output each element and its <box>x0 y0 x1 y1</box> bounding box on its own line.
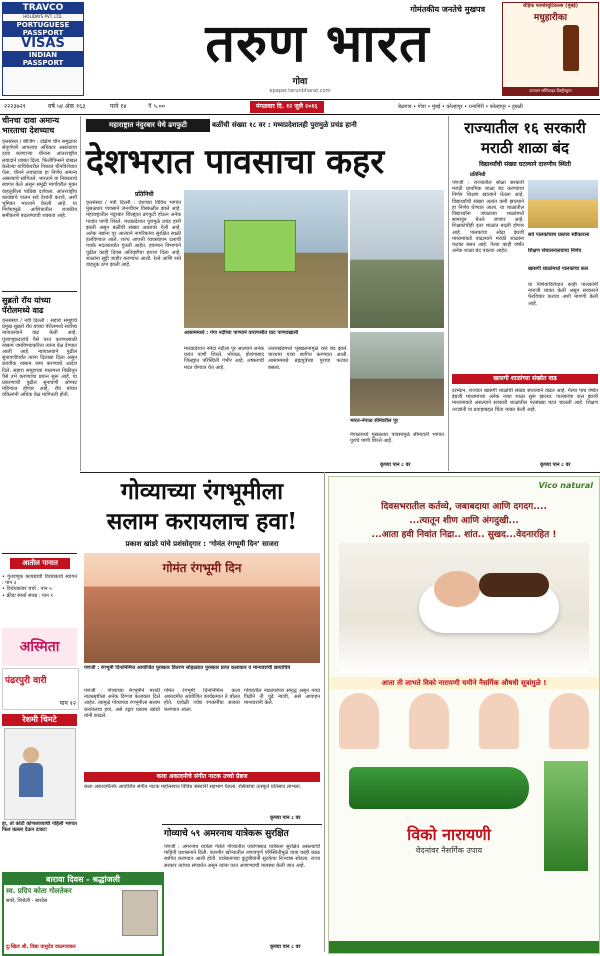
obituary-box <box>2 872 164 956</box>
asmita-box[interactable] <box>2 628 77 666</box>
narayani-line4: आता ती लाभते विको नारायणी चमीने नैसर्गिक औषधी सूत्रांमुळे ! <box>329 677 599 689</box>
right-bullet2: शिक्षण संचालनालयाचा निर्णय <box>528 248 582 254</box>
travco-sub: HOLIDAYS PVT. LTD. <box>23 14 63 19</box>
head-pain-icon <box>339 693 379 749</box>
pain-points <box>339 693 589 753</box>
goa-col2: गोमंत रंगभूमी दिनानिमित्त कला अकादमीत आयोजित कार्यक्रमात ते बोलत होते. यावेळी ज्येष्ठ रंगकर्मींचा सत्कार करण्यात आला. <box>164 688 240 713</box>
goa-headline1[interactable]: गोव्याच्या रंगभूमीला <box>120 478 284 505</box>
narayani-brand[interactable]: विको नारायणी <box>407 825 491 844</box>
masthead-title: तरुण भारत <box>205 13 430 74</box>
hair-icon <box>479 573 549 597</box>
sleeping-woman-image <box>339 543 589 673</box>
cartoon-title: रेशमी चिमटे <box>2 714 77 726</box>
narayani-line1: दिवसभरातील कर्तव्ये, जबाबदाया आणि दगदग.... <box>381 502 547 512</box>
goa-col3: गोव्यातील नाट्यपरंपरा समृद्ध असून नव्या पिढीने ती पुढे न्यावी, असे आवाहन मान्यवरांनी केले. <box>244 688 320 707</box>
right-subhead: विद्यार्थ्यांची संख्या घटल्याने दारुणीय स्थिती <box>479 161 571 168</box>
bottom-body: पणजी : अमरनाथ यात्रेला गेलेले गोव्यातील एकोणसाठ यात्रेकरू सुरक्षित असल्याची माहिती प्रशासनाने दिली. काश्मीर खोऱ्यातील तणावपूर्ण परिस्थितीमुळे यात्रा काही काळ स्थगित करण्यात आली होती. यात्रेकरूंच्या कुटुंबीयांनी सुटकेचा निःश्वास सोडला. राज्य सरकार त्यांच्या संपर्कात असून त्यांना परत आणण्याची व्यवस्था केली जात आहे. <box>164 844 320 869</box>
rangi-page: पान १२ <box>59 700 76 707</box>
right-headline1[interactable]: राज्यातील १६ सरकारी <box>464 119 586 137</box>
back-pain-icon <box>409 693 449 749</box>
story2-body: वृत्तसंस्था / नवी दिल्ली : सहारा समूहाचे प्रमुख सुब्रतो रॉय यांच्या पॅरोलमध्ये सर्वोच्च न्यायालयाने वाढ केली आहे. गुंतवणूकदारांचे पैसे परत करण्यासाठी रक्कम जमविण्याकरिता त्यांना वेळ देण्यात आली आहे. न्यायालयाने पुढील सुनावणीपर्यंत त्यांना दिलासा दिला असून ठरावीक रक्कम जमा करण्याचे आदेश दिले. सहारा समूहाच्या मालमत्ता विक्रीतून पैसे उभे करण्याचा प्रयत्न सुरू आहे. या प्रकरणाची पुढील सुनावणी ऑगस्ट महिन्यात होणार आहे. रॉय यांच्या वकिलांनी अधिक वेळ मागितली होती. <box>2 318 77 399</box>
obituary-family: दु:खितः श्री. विद्या वासुदेव वाळगावकर <box>6 944 76 950</box>
goa-headline2[interactable]: सलाम करायलाच हवा! <box>106 508 298 535</box>
goa-box-body: कला अकादमीतर्फे आयोजित संगीत नाटक महोत्सवात विविध संस्थांनी सहभाग घेतला. रसिकांचा उत्स्फूर्त प्रतिसाद लाभला. <box>84 784 302 790</box>
dateline-price: ₹ ५.०० <box>148 103 165 110</box>
photo-caption-2: भारत-नेपाळ सीमेवरील पूर <box>350 418 399 424</box>
right-bullet1: सर्व पालकांचाच प्रस्ताव स्वीकारला <box>528 232 590 238</box>
travco-ad <box>2 2 84 96</box>
main-kicker2: बळींची संख्या १८ वर : मध्यप्रदेशातही पुरामुळे प्रचंड हानी <box>212 121 357 129</box>
rohik-title: रोहिक फार्मास्युटिकल्स (मुंबई) <box>522 3 579 9</box>
right-col2: या निर्णयाविरोधात काही पालकांनी नाराजी व्यक्त केली असून सरकारने फेरविचार करावा अशी मागणी केली आहे. <box>528 282 598 307</box>
rohik-ad <box>502 2 599 96</box>
dateline-cities: बेळगाव • गोवा • मुंबई • कोल्हापूर • रत्नागिरी • कोल्हापूर • हुबळी <box>398 104 523 110</box>
vico-logo: Vico natural <box>538 481 593 490</box>
dateline-pages: पाने १४ <box>110 103 127 110</box>
bottom-headline[interactable]: गोव्याचे ५९ अमरनाथ यात्रेकरू सुरक्षित <box>164 829 289 839</box>
right-headline2[interactable]: मराठी शाळा बंद <box>481 139 569 157</box>
main-col3: उत्तराखंडमध्ये भूस्खलनामुळे रस्ते बंद झाले. चारधाम यात्रा स्थगित करण्यात आली. आसाममध्ये ब्रह्मपुत्रेच्या पुराचा फटका बसला. <box>268 346 348 371</box>
index-body: • गुंतवणूक कायद्याची विधेयकाचे स्वागत : पान ३ • विधेयकांवर चर्चा : पान ५ • क्रीडा स्पर्धा संपन्न : पान ९ <box>2 574 77 599</box>
face-icon <box>434 571 480 607</box>
main-continued[interactable]: कृपया पान ८ वर <box>380 462 411 468</box>
goa-photo-caption: पणजी : रंगभूमी दिनानिमित्त आयोजित पुरस्कार वितरण सोहळ्यात पुरस्कार प्राप्त कलाकार व मान्यवरांची छायाचित्रे <box>84 665 291 671</box>
main-col4: नेपाळमध्ये मुसळधार पावसामुळे सीमावर्ती भागात पुराचे पाणी शिरले आहे. <box>350 432 444 445</box>
narayani-tube-image <box>349 767 529 809</box>
house-icon <box>224 220 296 272</box>
person-icon <box>23 747 39 763</box>
goa-col1: पणजी : गोव्याच्या रंगभूमीने मराठी नाट्यसृष्टीला अनेक दिग्गज कलाकार दिले आहेत. त्यामुळे गोव्याच्या रंगभूमीला सलाम करायलाच हवा, असे उद्गार प्रकाश खांडरे यांनी काढले. <box>84 688 160 719</box>
narayani-box-image <box>544 761 588 871</box>
travco-line1: PORTUGUESE <box>3 21 83 29</box>
flood-photo-1 <box>184 190 348 328</box>
narayani-line3: ...आता हवी निवांत निद्रा.. शांत.. सुखद...वेदनारहित ! <box>371 530 557 540</box>
masthead-tagline: गोमंतकीय जनतेचे मुखपत्र <box>410 5 485 14</box>
dateline-date: मंगळवार दि. १२ जुलै २०१६ <box>250 101 324 113</box>
flood-photo-3 <box>350 332 444 416</box>
neck-pain-icon <box>549 693 589 749</box>
left-column <box>2 116 77 954</box>
narayani-footer-bar <box>329 941 599 953</box>
right-col1: पणजी : राज्यातील सोळा सरकारी मराठी प्राथमिक शाळा बंद करण्याचा निर्णय शिक्षण खात्याने घेतला आहे. विद्यार्थ्यांची संख्या अत्यंत कमी झाल्याने हा निर्णय घेण्यात आला. या शाळांतील विद्यार्थ्यांना जवळच्या शाळांमध्ये सामावून घेतले जाणार आहे. शिक्षकांचीही इतर शाळांत बदली होणार आहे. पालकांचा ओढा इंग्रजी माध्यमाकडे वाढल्याने मराठी शाळांना फटका बसत आहे. गेल्या काही वर्षांत अनेक शाळा बंद पडल्या आहेत. <box>452 180 524 255</box>
travco-line4: INDIAN <box>3 51 83 59</box>
main-col2: मध्यप्रदेशात नर्मदा नदीला पूर आल्याने अनेक घरांत पाणी शिरले. भोपाळ, होशंगाबाद जिल्ह्यांत परिस्थिती गंभीर आहे. लष्कराची मदत घेण्यात येत आहे. <box>184 346 264 371</box>
narayani-line2: ...त्यातून शीण आणि अंगदुखी... <box>409 516 519 526</box>
main-headline[interactable]: देशभरात पावसाचा कहर <box>86 142 385 182</box>
goa-continued[interactable]: कृपया पान ८ वर <box>270 815 301 821</box>
goa-banner: गोमंत रंगभूमी दिन <box>162 561 242 575</box>
dateline-reg: २२२३७२१ <box>4 103 26 110</box>
story2-headline[interactable]: सुब्रतो रॉय यांच्या पॅरोलमध्ये वाढ <box>2 296 51 315</box>
main-byline: प्रतिनिधी <box>135 191 154 198</box>
rohik-footer: उत्पादन सर्टिफाइड डिस्ट्रीब्युटर <box>503 87 598 95</box>
asmita-title: अस्मिता <box>19 639 60 655</box>
cartoon-caption: हा, तो कोटी कोणलाव्याची पहिली भागात फिल कल्ला देऊन टाका! <box>2 821 77 834</box>
dateline-bar <box>0 99 600 115</box>
narayani-ad <box>328 476 600 954</box>
right-bullet3: खासगी शाळांमध्ये पालकांचा कल <box>528 266 589 272</box>
narayani-tagline: वेदनांवर नैसर्गिक उपाय <box>415 846 483 855</box>
obituary-title: बारावा दिवस - श्रद्धांजली <box>4 874 162 885</box>
travco-line2: PASSPORT <box>3 29 83 37</box>
school-photo <box>528 180 598 228</box>
rangi-title: पंढरपुरी वारी <box>5 676 47 686</box>
story1-headline[interactable]: चीनचा दावा अमान्य भारताचा देशच्याच <box>2 116 60 135</box>
goa-subhead: प्रकाश खांडरे यांचे प्रशंसोद्‌गार : ‘गोमंत रंगभूमी दिन’ साजरा <box>125 540 279 548</box>
goa-photo <box>84 553 320 663</box>
knee-pain-icon <box>479 693 519 749</box>
rohik-product: मधुहारीका <box>533 13 568 23</box>
travco-brand: TRAVCO <box>3 3 83 14</box>
cartoon-image <box>4 728 76 820</box>
right-byline: प्रतिनिधी <box>470 172 486 178</box>
travco-line3: VISAS <box>21 36 65 51</box>
dateline-year: वर्ष ५४ अंक १६३ <box>48 103 86 110</box>
travco-line5: PASSPORT <box>3 59 83 67</box>
person-body-icon <box>19 763 43 797</box>
right-continued[interactable]: कृपया पान ८ वर <box>540 462 571 468</box>
masthead-edition: गोवा <box>292 77 308 87</box>
bottle-icon <box>563 25 579 71</box>
photo-caption-1: आसाममध्ये : गंगा नदीच्या पाण्याने वाराणसीत घाट पाण्याखाली <box>184 330 299 336</box>
rangi-box[interactable] <box>2 668 79 710</box>
right-col3: दरम्यान, राज्यात खासगी शाळांची संख्या सातत्याने वाढत आहे. गेल्या पाच वर्षांत इंग्रजी माध्यमाच्या अनेक नव्या शाळा सुरू झाल्या. पालकांचा कल इंग्रजी माध्यमाकडे असल्याने सरकारी शाळांतील पटसंख्या घटत चालली आहे. शिक्षण तज्ज्ञांनी या प्रवाहाबद्दल चिंता व्यक्त केली आहे. <box>452 388 598 413</box>
index-title: आतील पानात <box>10 558 70 569</box>
obituary-name: स्व. प्रदिप कोता गोलतेकर <box>6 887 72 895</box>
obituary-photo <box>122 890 158 936</box>
main-kicker1: महाराष्ट्रात नंदुरबार येथे ढगफुटी <box>86 119 210 132</box>
story1-body: वृत्तसंस्था / बीजिंग : दक्षिण चीन समुद्रावर संपूर्णपणे आपलाच अधिकार असल्याचा दावा करणाऱ्या चीनला आंतरराष्ट्रीय लवादाने धक्का दिला. फिलीपिन्सने दाखल केलेल्या याचिकेवरील निकाल चीनविरोधात गेला. चीनने लवादाचा हा निर्णय अमान्य असल्याचे सांगितले. भारताने या निकालाचे स्वागत केले असून समुद्री मार्गांवरील मुक्त वाहतुकीला पाठिंबा दर्शवला. आंतरराष्ट्रीय कायद्याचे पालन सर्व देशांनी करावे, अशी भूमिका भारताने घेतली आहे. या निर्णयामुळे आशियातील राजकीय समीकरणे बदलण्याची शक्यता आहे. <box>2 139 77 220</box>
flood-photo-2 <box>350 190 444 328</box>
bottom-continued[interactable]: कृपया पान ८ वर <box>270 944 301 950</box>
main-col1: वृत्तसंस्था / नवी दिल्ली : देशाच्या विविध भागांत मुसळधार पावसाने जनजीवन विस्कळीत झाले आहे. महाराष्ट्रातील नंदुरबार जिल्ह्यात ढगफुटी होऊन अनेक गावांत पाणी शिरले. मध्यप्रदेशात पुरामुळे प्रचंड हानी झाली असून बळींची संख्या अठरावर गेली आहे. अनेक नद्यांना पूर आल्याने नागरिकांना सुरक्षित स्थळी हलविण्यात आले. राज्य आपत्ती व्यवस्थापन दलाची पथके मदतकार्यात गुंतली आहेत. हवामान विभागाने पुढील काही दिवस अतिवृष्टीचा इशारा दिला आहे. शाळांना सुट्टी जाहीर करण्यात आली. रेल्वे आणि रस्ते वाहतूक ठप्प झाली आहे. <box>86 200 181 269</box>
obituary-place: सवरे, शिरोली - बारदेस <box>6 898 48 904</box>
right-subheading: खासगी शाळांच्या संख्येत वाढ <box>452 374 598 384</box>
goa-box-heading: कला अकादमीचे संगीत नाटक उच्चो प्रेष्ठज <box>84 772 320 782</box>
masthead-website[interactable]: epaper.tarunbharat.com <box>269 88 331 94</box>
